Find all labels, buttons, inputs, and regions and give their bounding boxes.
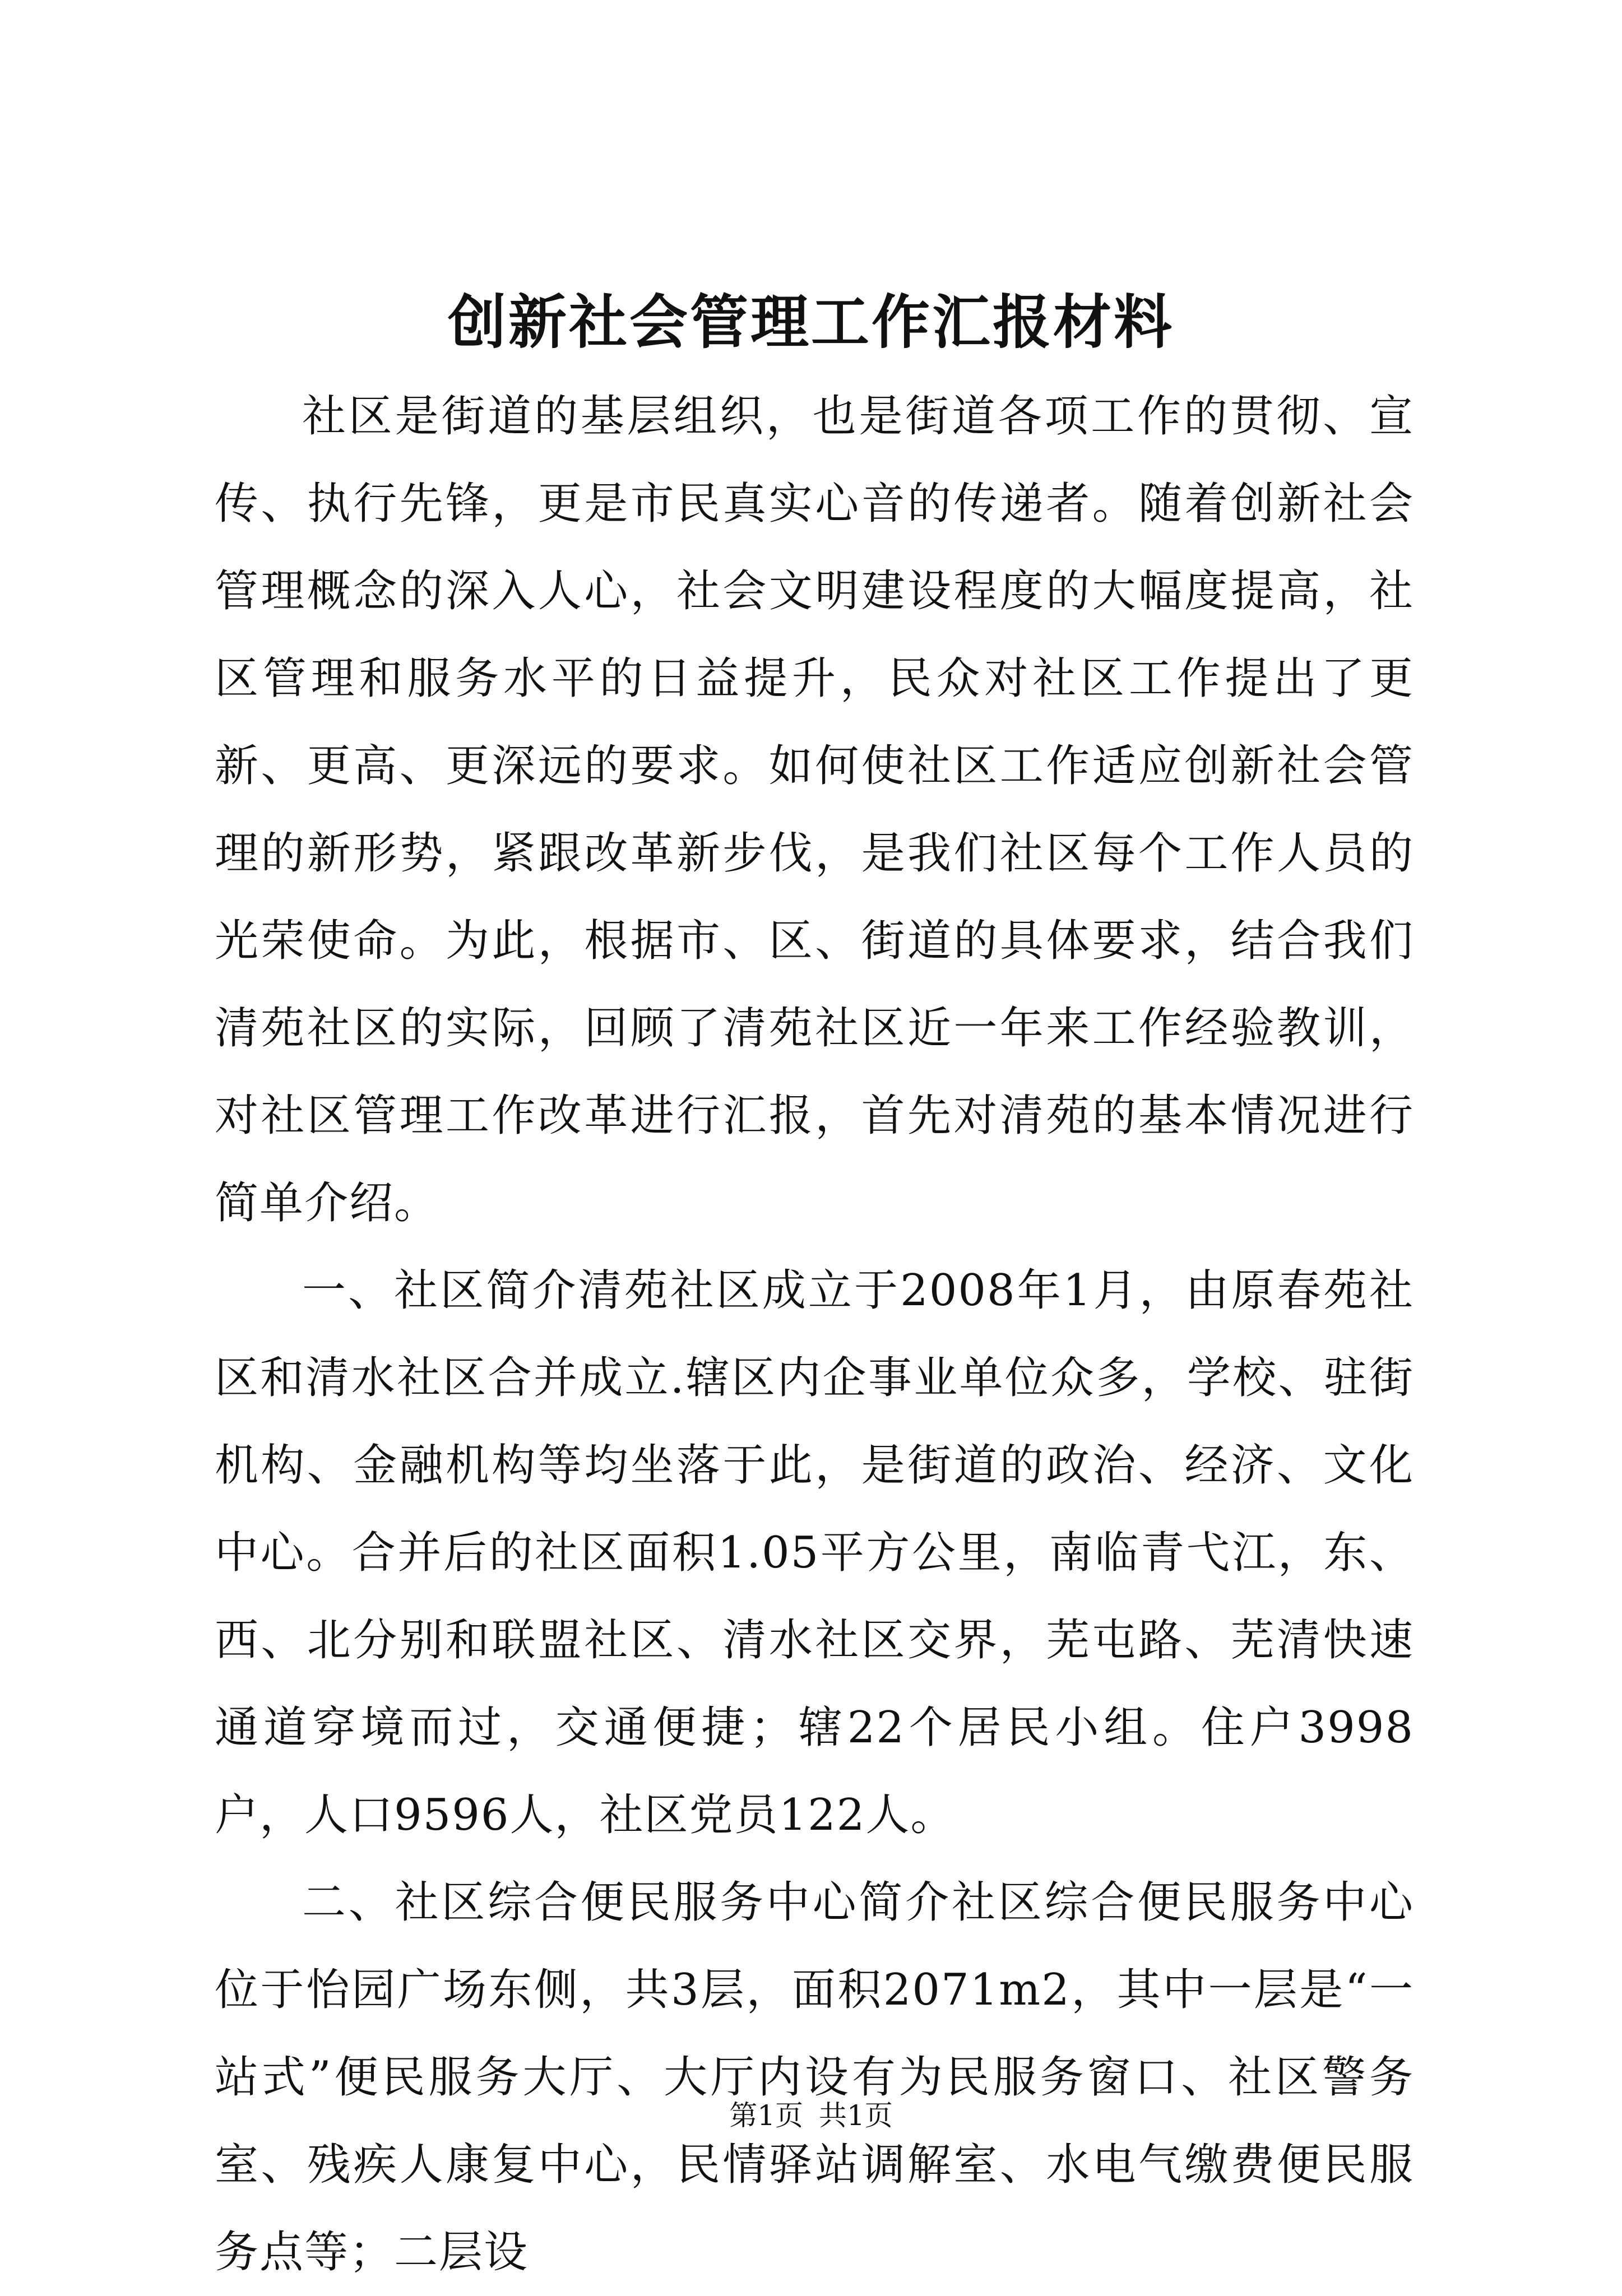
page-number: 第1页 <box>729 2099 804 2132</box>
paragraph-intro: 社区是街道的基层组织，也是街道各项工作的贯彻、宣传、执行先锋，更是市民真实心音的传递者。随着创新社会管理概念的深入人心，社会文明建设程度的大幅度提高，社区管理和服务水平的日益提升，民众对社区工作提出了更新、更高、更深远的要求。如何使社区工作适应创新社会管理的新形势，紧跟改革新步伐，是我们社区每个工作人员的光荣使命。为此，根据市、区、街道的具体要求，结合我们清苑社区的实际，回顾了清苑社区近一年来工作经验教训，对社区管理工作改革进行汇报，首先对清苑的基本情况进行简单介绍。 <box>215 391 1414 1228</box>
paragraph-section-1: 一、社区简介清苑社区成立于2008年1月，由原春苑社区和清水社区合并成立.辖区内企事业单位众多，学校、驻街机构、金融机构等均坐落于此，是街道的政治、经济、文化中心。合并后的社区面积1.05平方公里，南临青弋江，东、西、北分别和联盟社区、清水社区交界，芜屯路、芜清快速通道穿境而过，交通便捷；辖22个居民小组。住户3998户，人口9596人，社区党员122人。 <box>215 1265 1414 1840</box>
paragraph-section-2: 二、社区综合便民服务中心简介社区综合便民服务中心位于怡园广场东侧，共3层，面积2071m2，其中一层是“一站式”便民服务大厅、大厅内设有为民服务窗口、社区警务室、残疾人康复中心，民情驿站调解室、水电气缴费便民服务点等；二层设 <box>215 1877 1414 2278</box>
page-footer <box>0 2093 1622 2138</box>
document-title: 创新社会管理工作汇报材料 <box>447 287 1174 356</box>
document-body <box>215 373 1414 2296</box>
page-total: 共1页 <box>818 2099 893 2132</box>
